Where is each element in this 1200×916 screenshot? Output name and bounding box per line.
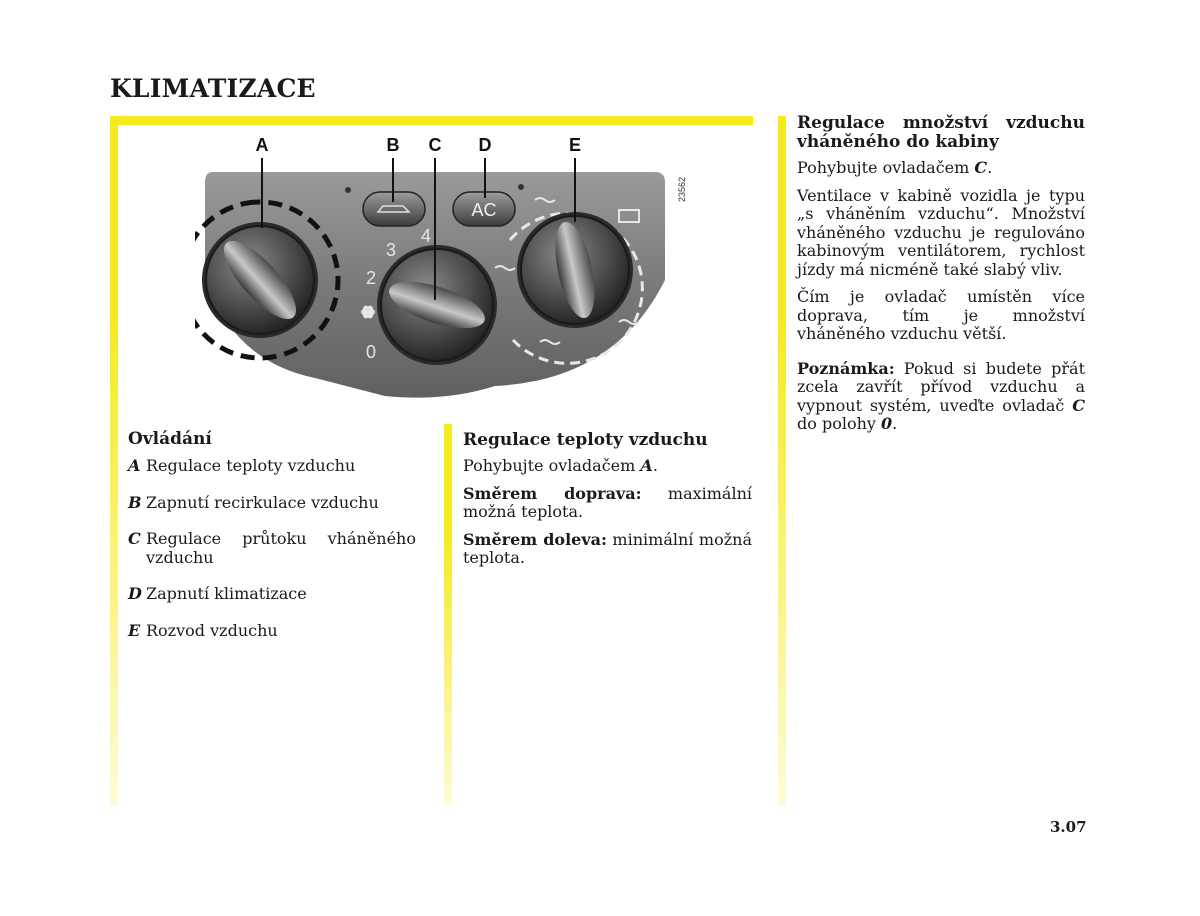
temperature-right-text: maximální možná teplota. [463,483,752,521]
note-label: Poznámka: [797,358,895,378]
fan-scale-label: 0 [365,342,377,362]
list-item [128,457,416,476]
fan-scale-label: 3 [385,240,397,260]
temperature-intro-letter: A [640,456,653,475]
fan-speed-knob-c[interactable] [377,245,497,365]
controls-section [128,430,416,658]
temperature-intro-text: Pohybujte ovladačem [463,456,641,475]
air-distribution-knob-e[interactable] [517,212,633,328]
callout-label: E [568,135,582,155]
page-title: KLIMATIZACE [110,74,316,103]
control-description: Zapnutí recirkulace vzduchu [146,492,379,512]
airflow-note: Poznámka: Pokud si budete přát zcela zavřít přívod vzduchu a vypnout systém, uveďte ovladač C do polohy 0. [797,358,1085,433]
climate-control-panel-figure [195,130,695,400]
airflow-para1: Ventilace v kabině vozidla je typu „s vháněním vzduchu“. Množství vháněného vzduchu je regulováno kabinovým ventilátorem, rychlost jízdy má nicméně také slabý vliv. [797,185,1085,279]
yellow-header-bar [110,116,753,125]
temperature-right [463,485,752,522]
yellow-margin-band-right [778,116,786,806]
controls-list [128,457,416,640]
control-description: Regulace teploty vzduchu [146,456,356,475]
control-letter: C [128,529,141,548]
page-number: 3.07 [1050,818,1087,836]
airflow-para2: Čím je ovladač umístěn více doprava, tím je množství vháněného vzduchu větší. [797,287,1085,343]
airflow-section [797,114,1085,434]
controls-heading: Ovládání [128,429,212,449]
airflow-intro-letter: C [974,158,988,177]
indicator-led-right [518,184,524,190]
control-description: Regulace průtoku vháněného vzduchu [146,529,416,567]
note-text: Pokud si budete přát zcela zavřít přívod vzduchu a vypnout systém, uveďte ovladač [797,358,1085,415]
airflow-intro-text: Pohybujte ovladačem [797,158,975,177]
list-item [128,494,416,513]
control-letter: B [128,492,142,512]
airflow-intro: Pohybujte ovladačem C. [797,158,993,177]
callout-label: D [478,135,492,155]
indicator-led-left [345,187,351,193]
temperature-right-label: Směrem doprava: [463,483,642,503]
control-letter: A [128,456,141,475]
temperature-left [463,531,752,568]
note-mid: do polohy [797,414,882,433]
fan-scale-label: 4 [420,226,432,246]
callout-label: A [255,135,269,155]
list-item [128,622,416,641]
list-item [128,585,416,604]
temperature-intro: Pohybujte ovladačem A. [463,456,658,475]
control-letter: E [128,620,141,640]
control-description: Zapnutí klimatizace [146,584,307,603]
temperature-left-label: Směrem doleva: [463,529,607,549]
list-item [128,530,416,567]
yellow-margin-band-middle [444,424,452,804]
note-value: 0 [881,414,893,433]
callout-label: C [428,135,442,155]
temperature-section [463,431,752,568]
temperature-left-text: minimální možná teplota. [463,529,752,567]
note-letter: C [1072,395,1085,415]
temperature-heading: Regulace teploty vzduchu [463,430,708,450]
control-description: Rozvod vzduchu [146,620,278,640]
image-code: 23562 [677,176,687,202]
callout-label: B [386,135,400,155]
yellow-margin-band-left [110,116,118,806]
airflow-heading: Regulace množství vzduchu vháněného do kabiny [797,113,1085,152]
ac-button-label: AC [471,200,497,220]
control-letter: D [128,584,142,603]
temperature-knob-a[interactable] [202,222,318,338]
fan-scale-label: 2 [365,268,377,288]
